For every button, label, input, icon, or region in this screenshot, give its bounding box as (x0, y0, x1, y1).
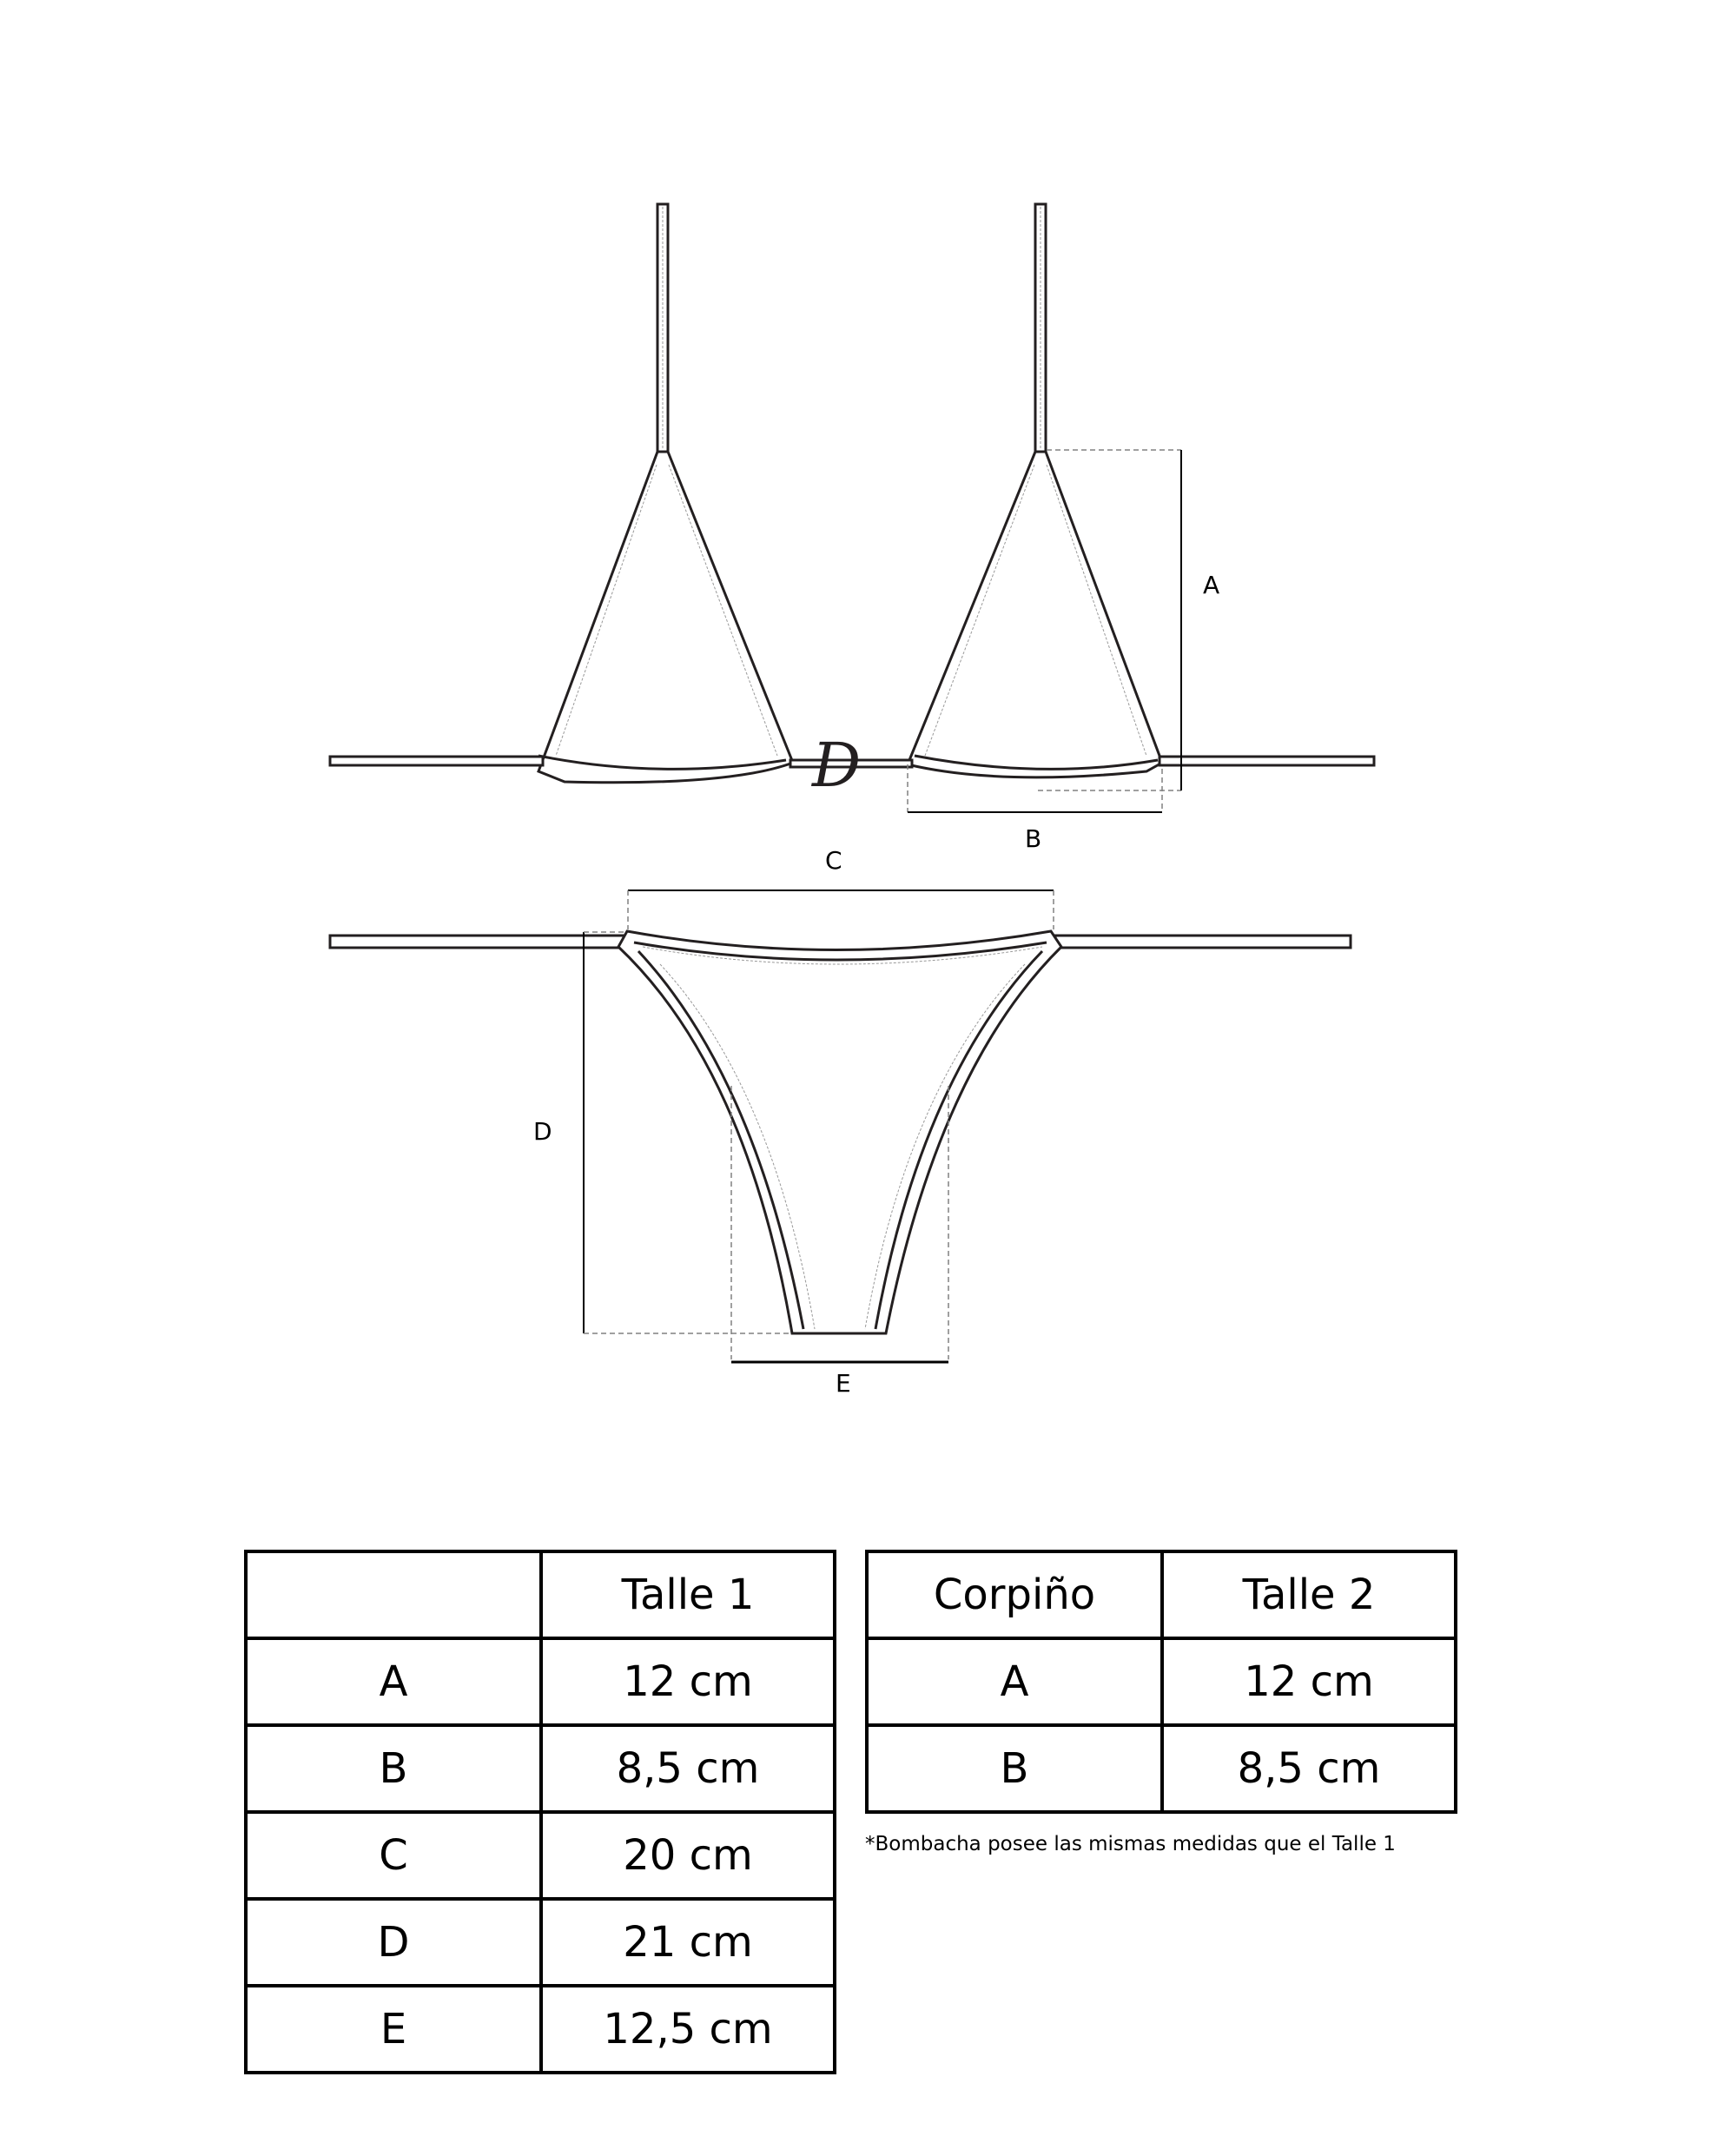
svg-text:A: A (1203, 571, 1220, 599)
dimension-c (628, 846, 1054, 929)
measure-value: 12,5 cm (541, 1986, 835, 2073)
table-header-cell: Talle 2 (1162, 1551, 1456, 1638)
measure-value: 8,5 cm (1162, 1725, 1456, 1812)
svg-text:B: B (1025, 824, 1042, 853)
d-monogram-logo (810, 730, 861, 801)
table-row (246, 1899, 835, 1986)
table-row (246, 1986, 835, 2073)
table-row (246, 1638, 835, 1725)
top-garment (330, 204, 1374, 783)
table-header-row (246, 1551, 835, 1638)
table-row (246, 1812, 835, 1899)
measure-label: E (246, 1986, 541, 2073)
svg-text:E: E (836, 1369, 851, 1398)
measure-label: B (867, 1725, 1162, 1812)
measure-label: A (246, 1638, 541, 1725)
table-header-cell (246, 1551, 541, 1638)
table-row (867, 1638, 1456, 1725)
measure-value: 12 cm (541, 1638, 835, 1725)
table-row (246, 1725, 835, 1812)
svg-text:D: D (533, 1117, 552, 1146)
measure-value: 8,5 cm (541, 1725, 835, 1812)
measure-value: 21 cm (541, 1899, 835, 1986)
svg-text:C: C (825, 846, 842, 875)
measure-label: B (246, 1725, 541, 1812)
measure-label: D (246, 1899, 541, 1986)
table-header-row (867, 1551, 1456, 1638)
table-header-cell: Talle 1 (541, 1551, 835, 1638)
size-table-talle-1 (244, 1550, 836, 2074)
table-header-cell: Corpiño (867, 1551, 1162, 1638)
measure-label: C (246, 1812, 541, 1899)
bottom-garment (330, 931, 1351, 1333)
measure-value: 20 cm (541, 1812, 835, 1899)
measure-label: A (867, 1638, 1162, 1725)
footnote: *Bombacha posee las mismas medidas que el Talle 1 (865, 1833, 1396, 1855)
table-row (867, 1725, 1456, 1812)
svg-text:D: D (812, 730, 862, 801)
size-table-talle-2 (865, 1550, 1457, 1814)
measure-value: 12 cm (1162, 1638, 1456, 1725)
